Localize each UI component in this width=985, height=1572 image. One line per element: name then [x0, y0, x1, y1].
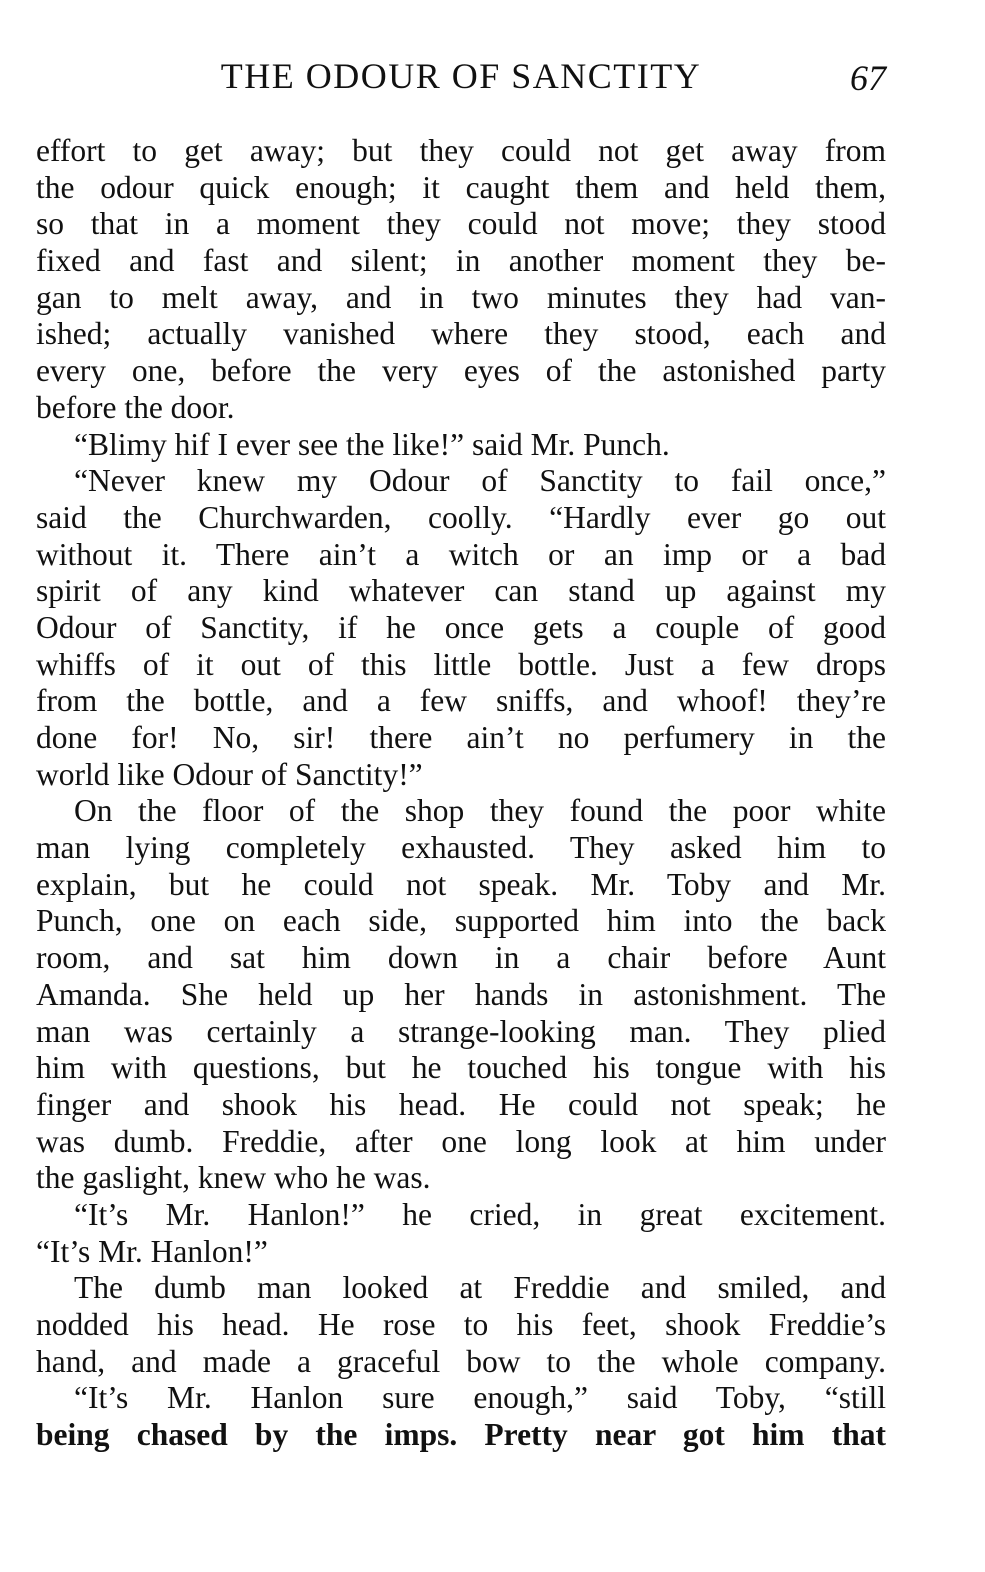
text-line: spirit of any kind whatever can stand up against my — [36, 573, 886, 609]
text-line: so that in a moment they could not move; they stood — [36, 206, 886, 242]
chapter-title: THE ODOUR OF SANCTITY — [220, 56, 702, 96]
text-line: the gaslight, knew who he was. — [36, 1160, 431, 1196]
text-line: Odour of Sanctity, if he once gets a couple of good — [36, 609, 886, 645]
text-line: before the door. — [36, 389, 235, 425]
text-line: man lying completely exhausted. They asked him to — [36, 830, 886, 866]
text-line: him with questions, but he touched his tongue with his — [36, 1050, 886, 1086]
text-line: “It’s Mr. Hanlon!” he cried, in great excitement. — [74, 1196, 886, 1232]
text-line: “It’s Mr. Hanlon sure enough,” said Toby, “still — [74, 1380, 886, 1416]
text-line: Amanda. She held up her hands in astonishment. The — [36, 976, 886, 1012]
text-line: “Never knew my Odour of Sanctity to fail once,” — [74, 463, 886, 499]
text-line: being chased by the imps. Pretty near got him that — [36, 1417, 886, 1453]
text-line: finger and shook his head. He could not speak; he — [36, 1086, 886, 1122]
text-line: nodded his head. He rose to his feet, shook Freddie’s — [36, 1307, 886, 1342]
text-line: without it. There ain’t a witch or an imp or a bad — [36, 536, 886, 572]
text-line: effort to get away; but they could not get away from — [36, 133, 886, 168]
text-line: done for! No, sir! there ain’t no perfumery in the — [36, 720, 886, 755]
text-line: man was certainly a strange-looking man. They plied — [36, 1013, 886, 1049]
text-line: was dumb. Freddie, after one long look at him under — [36, 1123, 886, 1159]
text-line: “Blimy hif I ever see the like!” said Mr. Punch. — [74, 426, 670, 462]
text-line: said the Churchwarden, coolly. “Hardly ever go out — [36, 499, 886, 535]
text-line: The dumb man looked at Freddie and smiled, and — [74, 1270, 886, 1306]
text-line: On the floor of the shop they found the poor white — [74, 793, 886, 829]
text-line: explain, but he could not speak. Mr. Toby and Mr. — [36, 866, 886, 902]
text-line: ished; actually vanished where they stood, each and — [36, 316, 886, 352]
text-line: room, and sat him down in a chair before Aunt — [36, 940, 886, 976]
text-line: “It’s Mr. Hanlon!” — [36, 1233, 268, 1269]
text-line: gan to melt away, and in two minutes they had van- — [36, 279, 886, 315]
text-line: from the bottle, and a few sniffs, and whoof! they’re — [36, 683, 886, 719]
text-line: every one, before the very eyes of the astonished party — [36, 353, 886, 389]
text-line: whiffs of it out of this little bottle. Just a few drops — [36, 646, 886, 682]
text-line: the odour quick enough; it caught them and held them, — [36, 169, 886, 205]
text-line: fixed and fast and silent; in another moment they be- — [36, 243, 886, 279]
running-head — [36, 52, 886, 102]
text-line: world like Odour of Sanctity!” — [36, 756, 423, 792]
text-line: hand, and made a graceful bow to the whole company. — [36, 1343, 886, 1379]
text-line: Punch, one on each side, supported him into the back — [36, 903, 886, 939]
body-text — [36, 133, 886, 1454]
page-number: 67 — [850, 58, 886, 98]
